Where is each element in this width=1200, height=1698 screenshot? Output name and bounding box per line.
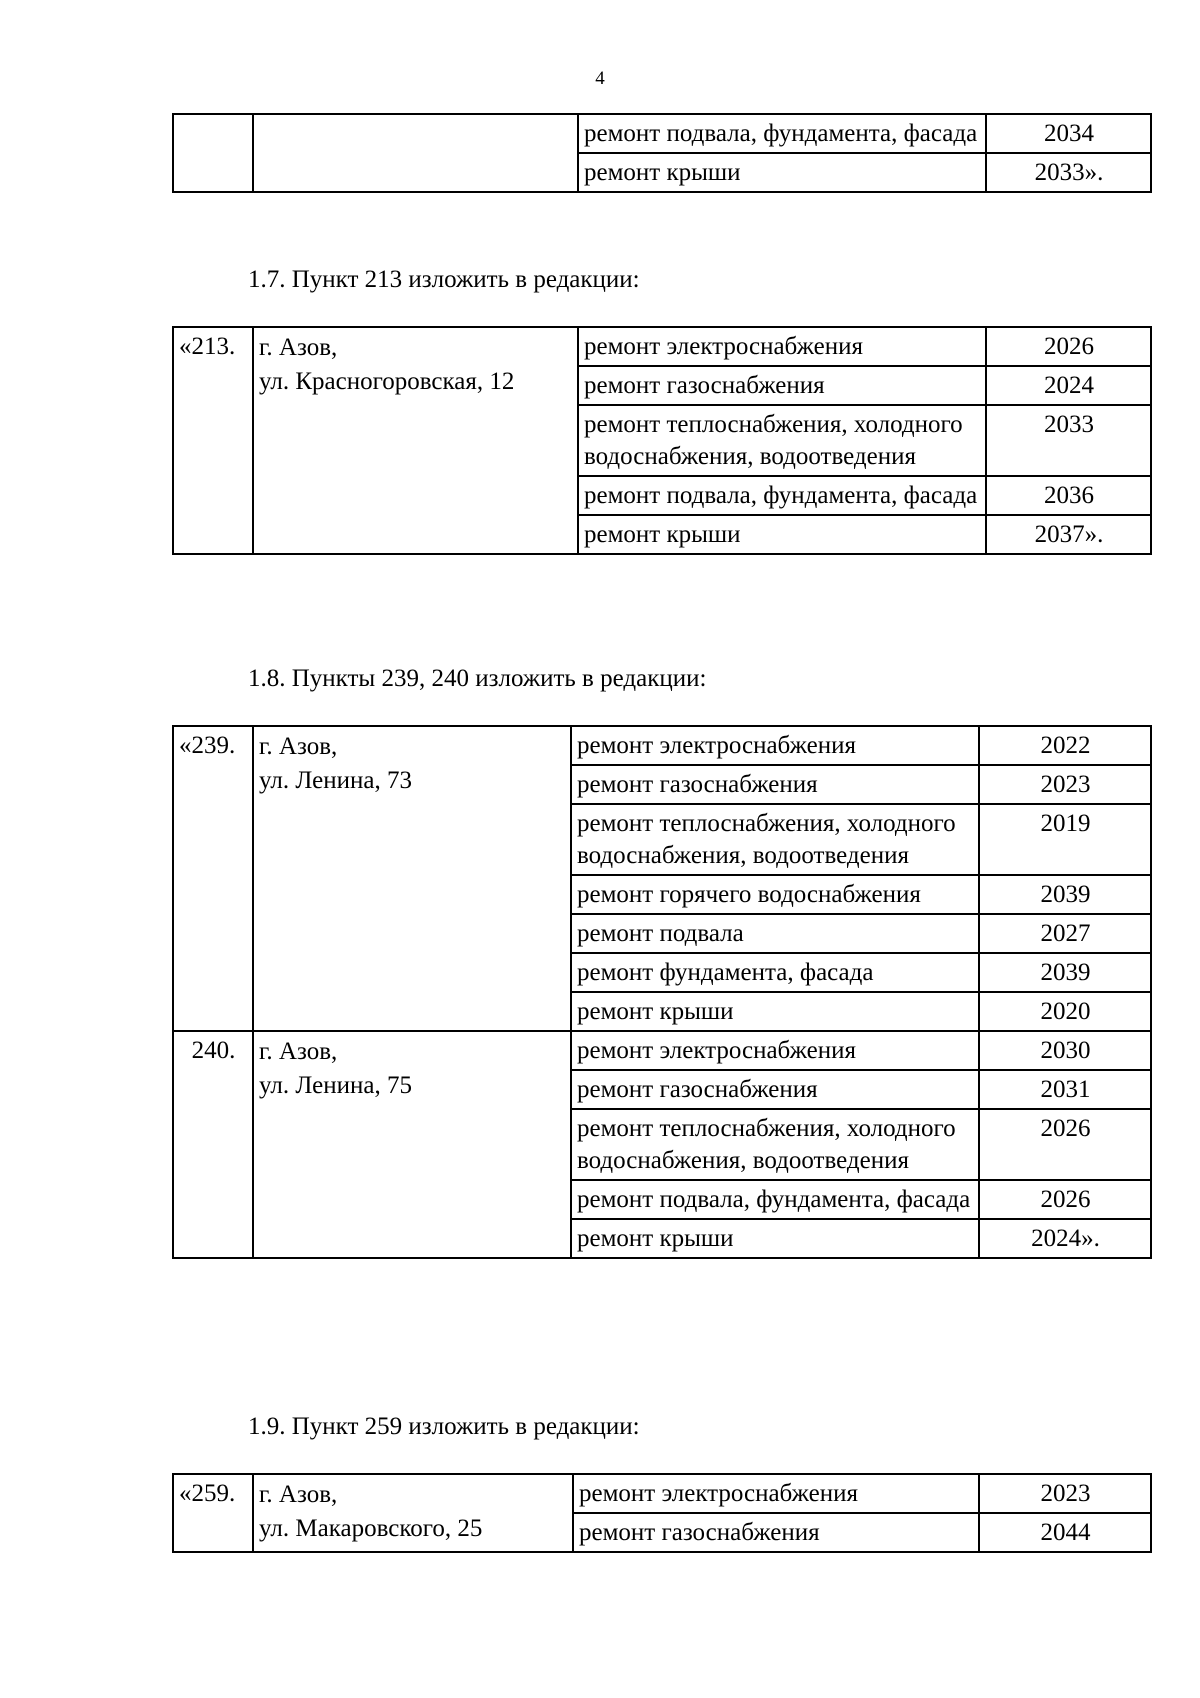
year-cell: 2037». (986, 515, 1151, 554)
item-number: 240. (173, 1031, 253, 1258)
work-cell: ремонт теплоснабжения, холодного водоснабжения, водоотведения (571, 804, 979, 875)
address-street: ул. Макаровского, 25 (259, 1515, 483, 1542)
year-cell: 2023 (979, 765, 1151, 804)
work-cell: ремонт газоснабжения (571, 765, 979, 804)
year-cell: 2039 (979, 953, 1151, 992)
year-cell: 2019 (979, 804, 1151, 875)
year-cell: 2044 (979, 1513, 1151, 1552)
address-cell (253, 726, 571, 1031)
item-number: «213. (173, 327, 253, 554)
item-number: «259. (173, 1474, 253, 1552)
cont-num-cell (173, 114, 253, 192)
work-cell: ремонт фундамента, фасада (571, 953, 979, 992)
work-cell: ремонт подвала, фундамента, фасада (571, 1180, 979, 1219)
year-cell: 2033». (986, 153, 1151, 192)
item-number: «239. (173, 726, 253, 1031)
year-cell: 2026 (979, 1109, 1151, 1180)
work-cell: ремонт электроснабжения (578, 327, 986, 366)
address-cell (253, 327, 578, 554)
address-street: ул. Ленина, 75 (259, 1072, 412, 1099)
year-cell: 2024». (979, 1219, 1151, 1258)
year-cell: 2031 (979, 1070, 1151, 1109)
work-cell: ремонт горячего водоснабжения (571, 875, 979, 914)
work-cell: ремонт газоснабжения (571, 1070, 979, 1109)
work-cell: ремонт подвала, фундамента, фасада (578, 476, 986, 515)
year-cell: 2026 (979, 1180, 1151, 1219)
year-cell: 2036 (986, 476, 1151, 515)
section-heading-1-9: 1.9. Пункт 259 изложить в редакции: (248, 1413, 640, 1440)
address-cell (253, 1031, 571, 1258)
work-cell: ремонт подвала, фундамента, фасада (578, 114, 986, 153)
work-cell: ремонт крыши (571, 992, 979, 1031)
table-item-213 (172, 326, 1152, 555)
year-cell: 2023 (979, 1474, 1151, 1513)
table-items-239-240 (172, 725, 1152, 1259)
continuation-table (172, 113, 1152, 193)
work-cell: ремонт электроснабжения (571, 1031, 979, 1070)
page-number: 4 (595, 68, 605, 89)
address-city: г. Азов, (259, 1038, 338, 1065)
work-cell: ремонт крыши (571, 1219, 979, 1258)
work-cell: ремонт газоснабжения (573, 1513, 979, 1552)
table-item-259 (172, 1473, 1152, 1553)
work-cell: ремонт крыши (578, 515, 986, 554)
work-cell: ремонт крыши (578, 153, 986, 192)
section-heading-1-7: 1.7. Пункт 213 изложить в редакции: (248, 266, 640, 293)
year-cell: 2027 (979, 914, 1151, 953)
address-city: г. Азов, (259, 733, 338, 760)
work-cell: ремонт теплоснабжения, холодного водоснабжения, водоотведения (571, 1109, 979, 1180)
year-cell: 2034 (986, 114, 1151, 153)
address-cell (253, 1474, 573, 1552)
section-heading-1-8: 1.8. Пункты 239, 240 изложить в редакции: (248, 665, 707, 692)
year-cell: 2033 (986, 405, 1151, 476)
work-cell: ремонт электроснабжения (571, 726, 979, 765)
year-cell: 2026 (986, 327, 1151, 366)
address-city: г. Азов, (259, 334, 338, 361)
work-cell: ремонт теплоснабжения, холодного водоснабжения, водоотведения (578, 405, 986, 476)
year-cell: 2020 (979, 992, 1151, 1031)
address-street: ул. Красногоровская, 12 (259, 368, 515, 395)
work-cell: ремонт электроснабжения (573, 1474, 979, 1513)
work-cell: ремонт подвала (571, 914, 979, 953)
year-cell: 2030 (979, 1031, 1151, 1070)
address-street: ул. Ленина, 73 (259, 767, 412, 794)
year-cell: 2039 (979, 875, 1151, 914)
cont-address-cell (253, 114, 578, 192)
year-cell: 2022 (979, 726, 1151, 765)
address-city: г. Азов, (259, 1481, 338, 1508)
work-cell: ремонт газоснабжения (578, 366, 986, 405)
year-cell: 2024 (986, 366, 1151, 405)
